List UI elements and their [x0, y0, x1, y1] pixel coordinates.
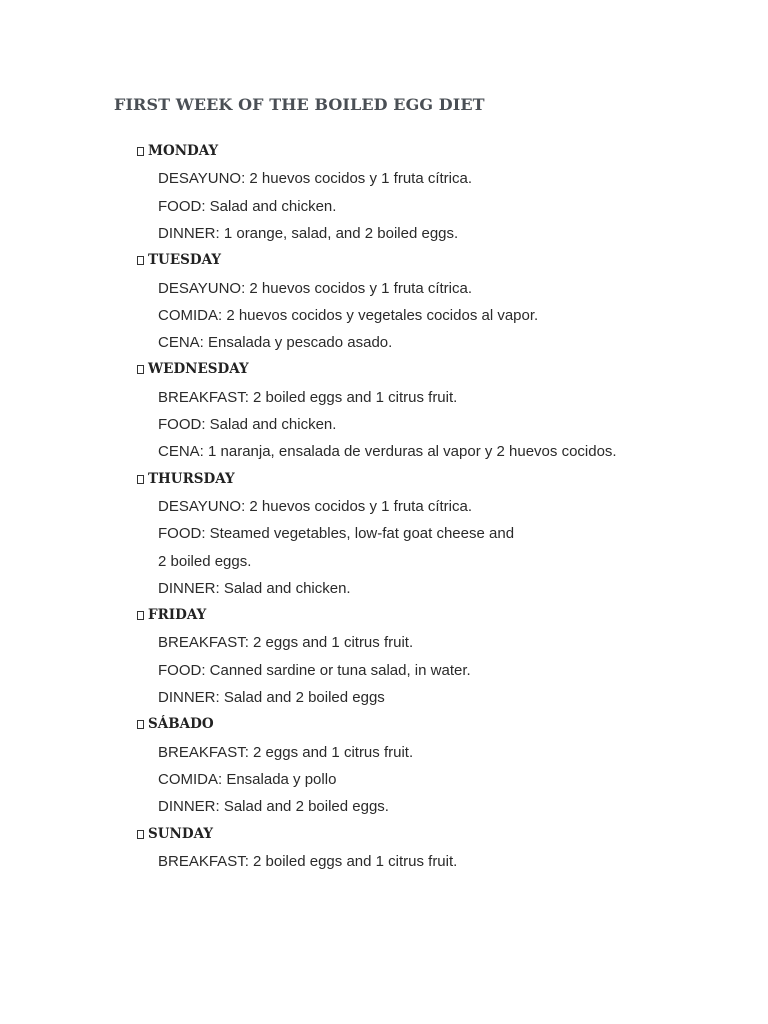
- day-name: SUNDAY: [148, 825, 214, 842]
- day-name: FRIDAY: [148, 607, 207, 624]
- meal-line: DINNER: Salad and 2 boiled eggs: [158, 689, 385, 706]
- day-heading: [137, 361, 249, 377]
- meal-line: FOOD: Canned sardine or tuna salad, in water.: [158, 661, 471, 679]
- meal-line: DINNER: Salad and 2 boiled eggs.: [158, 798, 389, 816]
- meal-line: BREAKFAST: 2 eggs and 1 citrus fruit.: [158, 634, 414, 652]
- meal-line: DESAYUNO: 2 huevos cocidos y 1 fruta cítrica.: [158, 279, 473, 297]
- day-heading: [137, 716, 214, 732]
- day-name: MONDAY: [148, 143, 219, 159]
- day-name: WEDNESDAY: [148, 361, 249, 378]
- meal-line: 2 boiled eggs.: [158, 552, 252, 570]
- bullet-box-icon: [137, 720, 144, 729]
- meal-line: CENA: 1 naranja, ensalada de verduras al vapor y 2 huevos cocidos.: [158, 443, 617, 461]
- meal-line: BREAKFAST: 2 eggs and 1 citrus fruit.: [158, 743, 414, 761]
- meal-line: FOOD: Steamed vegetables, low-fat goat cheese and: [158, 525, 515, 543]
- day-heading: [137, 826, 213, 842]
- meal-line: DINNER: Salad and chicken.: [158, 579, 351, 597]
- meal-line: BREAKFAST: 2 boiled eggs and 1 citrus fruit.: [158, 388, 458, 406]
- day-heading: [137, 471, 235, 487]
- meal-line: CENA: Ensalada y pescado asado.: [158, 334, 393, 352]
- meal-line: DESAYUNO: 2 huevos cocidos y 1 fruta cítrica.: [158, 170, 473, 188]
- day-list: [0, 140, 768, 900]
- meal-line: DESAYUNO: 2 huevos cocidos y 1 fruta cítrica.: [158, 497, 473, 515]
- meal-line: FOOD: Salad and chicken.: [158, 197, 337, 215]
- bullet-box-icon: [137, 365, 144, 374]
- bullet-box-icon: [137, 475, 144, 484]
- day-name: SÁBADO: [148, 716, 214, 733]
- day-heading: [137, 143, 218, 159]
- meal-line: FOOD: Salad and chicken.: [158, 416, 337, 433]
- day-heading: [137, 252, 221, 268]
- meal-line: COMIDA: Ensalada y pollo: [158, 770, 337, 788]
- day-name: TUESDAY: [148, 252, 222, 269]
- bullet-box-icon: [137, 611, 144, 620]
- meal-line: COMIDA: 2 huevos cocidos y vegetales cocidos al vapor.: [158, 306, 539, 324]
- bullet-box-icon: [137, 147, 144, 156]
- day-name: THURSDAY: [148, 470, 235, 487]
- day-heading: [137, 607, 206, 623]
- meal-line: BREAKFAST: 2 boiled eggs and 1 citrus fruit.: [158, 852, 458, 870]
- meal-line: DINNER: 1 orange, salad, and 2 boiled eggs.: [158, 224, 459, 242]
- document-title: FIRST WEEK OF THE BOILED EGG DIET: [114, 95, 485, 114]
- bullet-box-icon: [137, 830, 144, 839]
- bullet-box-icon: [137, 256, 144, 265]
